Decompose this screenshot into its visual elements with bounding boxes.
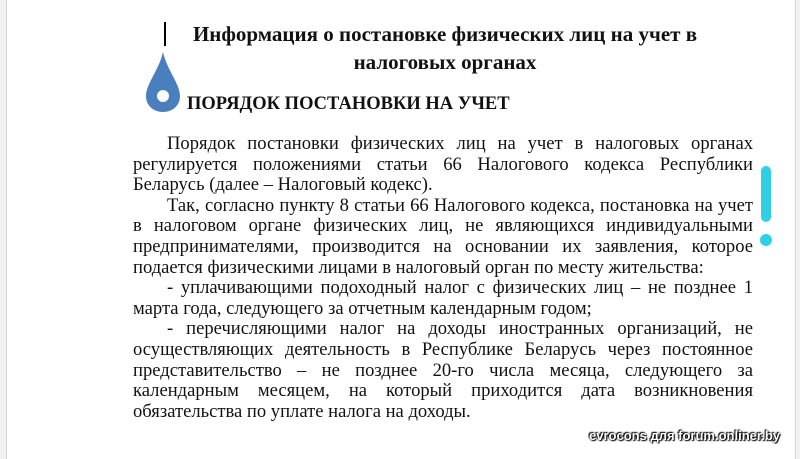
exclamation-icon bbox=[756, 164, 776, 250]
watermark: evrocons для forum.onliner.by bbox=[589, 428, 780, 443]
section-heading: ПОРЯДОК ПОСТАНОВКИ НА УЧЕТ bbox=[187, 94, 510, 114]
paragraph: - перечисляющими налог на доходы иностранных организаций, не осуществляющих деятельность в Республике Беларусь через постоянное представительство – не позднее 20-го числа месяца, следующего за календарным месяцем, на который приходится дата возникновения обязательства по уплате налога на доходы. bbox=[133, 318, 753, 422]
paragraph: Порядок постановки физических лиц на учет в налоговых органах регулируется положениями статьи 66 Налогового кодекса Республики Беларусь (далее – Налоговый кодекс). bbox=[133, 133, 753, 196]
document-body bbox=[133, 134, 753, 422]
paragraph: - уплачивающими подоходный налог с физических лиц – не позднее 1 марта года, следующего за отчетным календарным годом; bbox=[133, 277, 753, 319]
paragraph: Так, согласно пункту 8 статьи 66 Налогового кодекса, постановка на учет в налоговом органе физических лиц, не являющихся индивидуальными предпринимателями, производится на основании их заявления, которое подается физическими лицами в налоговый орган по месту жительства: bbox=[133, 194, 753, 278]
water-drop-icon bbox=[143, 50, 183, 114]
document-title: Информация о постановке физических лиц на учет в налоговых органах bbox=[192, 22, 698, 74]
document-page bbox=[6, 0, 796, 459]
